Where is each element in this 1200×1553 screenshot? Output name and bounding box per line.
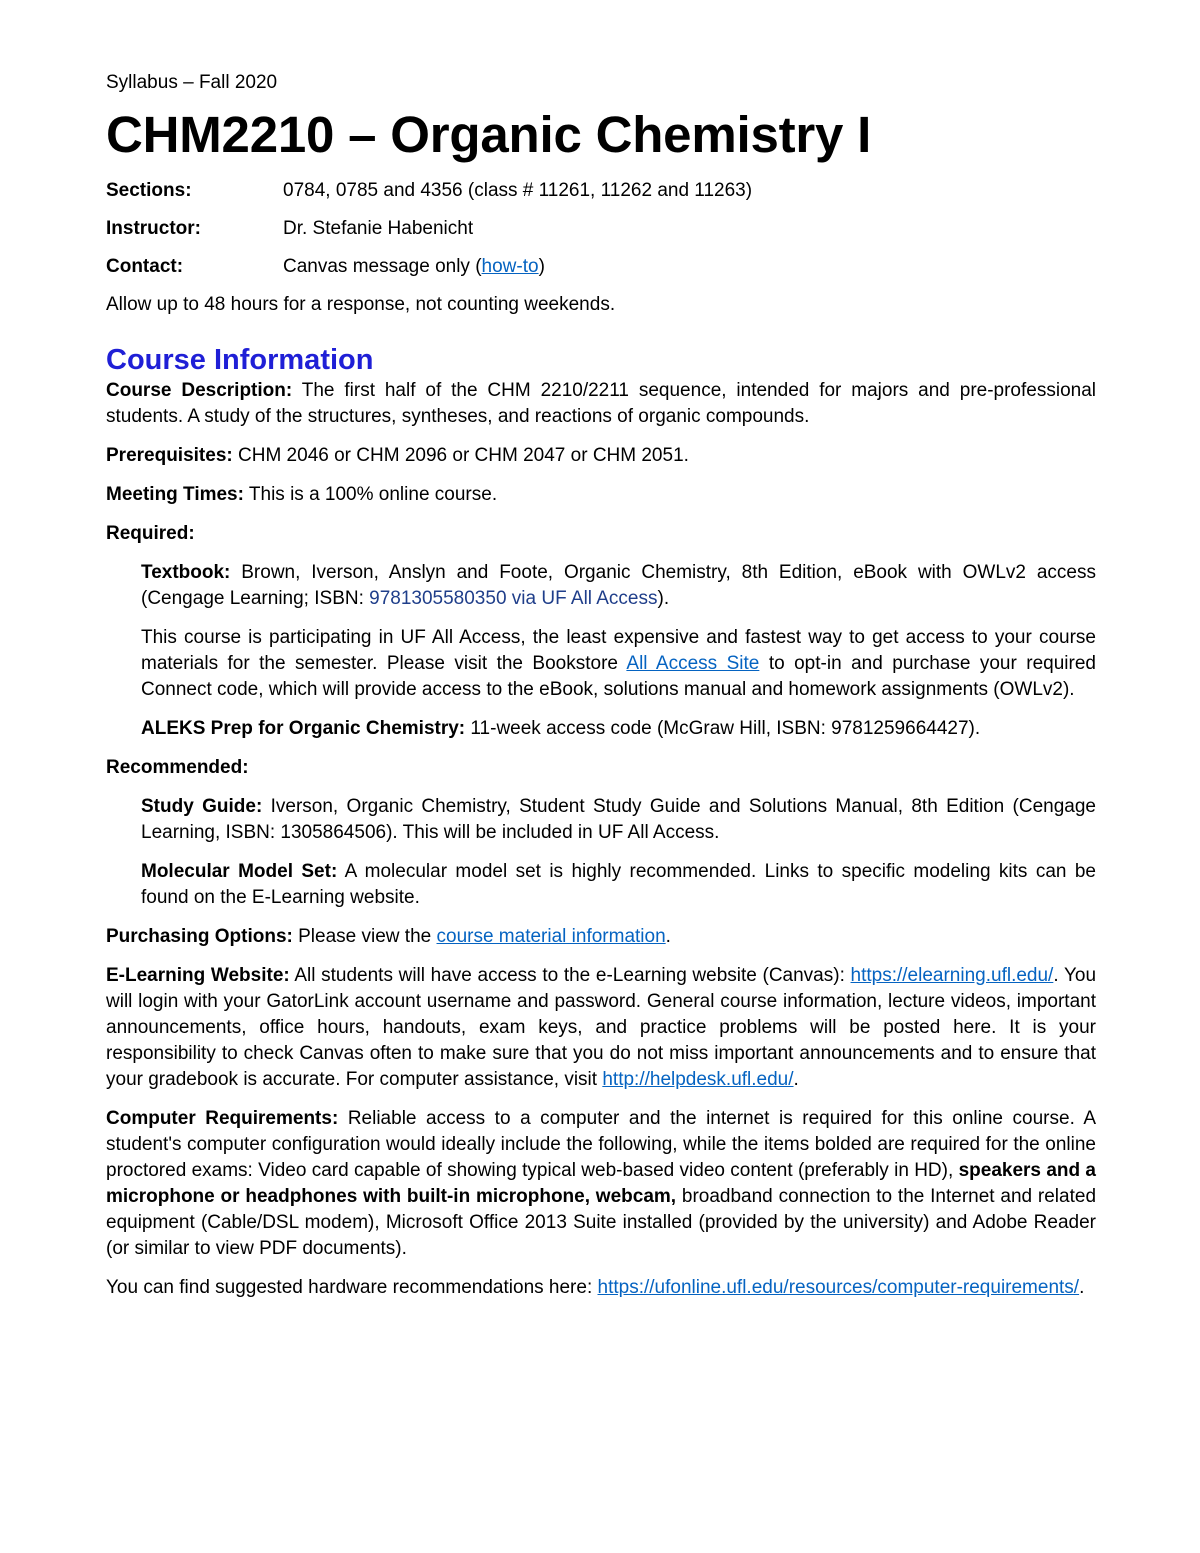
helpdesk-link[interactable]: http://helpdesk.ufl.edu/: [602, 1069, 794, 1090]
page-title: CHM2210 – Organic Chemistry I: [106, 106, 872, 163]
hardware-suffix: .: [1079, 1277, 1085, 1298]
hardware-link[interactable]: https://ufonline.ufl.edu/resources/computer-requirements/: [597, 1277, 1080, 1298]
aleks-label: ALEKS Prep for Organic Chemistry:: [141, 718, 466, 739]
contact-suffix: ): [538, 256, 545, 277]
contact-label: Contact:: [106, 256, 184, 277]
study-guide-text: Iverson, Organic Chemistry, Student Study Guide and Solutions Manual, 8th Edition (Cengage Learning, ISBN: 1305864506). This will be included in UF All Access.: [141, 796, 1096, 843]
recommended-label: Recommended:: [106, 757, 249, 778]
model-set-text: A molecular model set is highly recommended. Links to specific modeling kits can be found on the E-Learning website.: [141, 861, 1096, 908]
textbook-end: ).: [657, 588, 670, 609]
textbook-label: Textbook:: [141, 562, 231, 583]
purchasing-suffix: .: [665, 926, 671, 947]
recommended-heading: [106, 755, 1096, 781]
all-access-info: [141, 625, 1096, 703]
instructor-label: Instructor:: [106, 218, 201, 239]
hardware-recommendations: [106, 1275, 1096, 1301]
study-guide-label: Study Guide:: [141, 796, 263, 817]
sections-value: 0784, 0785 and 4356 (class # 11261, 11262 and 11263): [283, 180, 753, 201]
prerequisites-text: CHM 2046 or CHM 2096 or CHM 2047 or CHM 2051.: [232, 445, 689, 466]
course-description-text: The first half of the CHM 2210/2211 sequence, intended for majors and pre-professional students. A study of the structures, syntheses, and reactions of organic compounds.: [106, 380, 1096, 427]
purchasing-options: [106, 924, 1096, 950]
hardware-prefix: You can find suggested hardware recommendations here:: [106, 1277, 598, 1298]
prerequisites: [106, 443, 1096, 469]
sections-row: [106, 178, 1096, 204]
elearning-prefix: All students will have access to the e-Learning website (Canvas):: [289, 965, 851, 986]
contact-value: [283, 254, 545, 280]
textbook-isbn: 9781305580350 via UF All Access: [369, 588, 658, 609]
model-set-label: Molecular Model Set:: [141, 861, 338, 882]
meeting-times-label: Meeting Times:: [106, 484, 244, 505]
elearning-website: [106, 963, 1096, 1093]
computer-req-label: Computer Requirements:: [106, 1108, 339, 1129]
elearning-label: E-Learning Website:: [106, 965, 290, 986]
syllabus-term: Syllabus – Fall 2020: [106, 72, 278, 93]
instructor-value: Dr. Stefanie Habenicht: [283, 218, 474, 239]
course-material-link[interactable]: course material information: [436, 926, 666, 947]
elearning-end: .: [793, 1069, 799, 1090]
elearning-link[interactable]: https://elearning.ufl.edu/: [850, 965, 1054, 986]
course-description-label: Course Description:: [106, 380, 293, 401]
computer-req-suffix: broadband connection to the Internet and related equipment (Cable/DSL modem), Microsoft Office 2013 Suite installed (provided by the university) and Adobe Reader (or similar to view PDF documents).: [106, 1186, 1097, 1259]
aleks-prep: [141, 716, 1096, 742]
meeting-times-text: This is a 100% online course.: [243, 484, 498, 505]
syllabus-page: [106, 68, 1096, 1301]
meeting-times: [106, 482, 1096, 508]
purchasing-prefix: Please view the: [292, 926, 437, 947]
purchasing-label: Purchasing Options:: [106, 926, 293, 947]
prerequisites-label: Prerequisites:: [106, 445, 233, 466]
model-set: [141, 859, 1096, 911]
required-label: Required:: [106, 523, 195, 544]
response-note: Allow up to 48 hours for a response, not counting weekends.: [106, 294, 616, 315]
computer-req-prefix: Reliable access to a computer and the internet is required for this online course. A student's computer configuration would ideally include the following, while the items bolded are required for the online proctored exams: Video card capable of showing typical web-based video content (preferably in HD),: [106, 1108, 1097, 1181]
all-access-site-link[interactable]: All Access Site: [626, 653, 760, 674]
computer-req-bold: speakers and a microphone or headphones with built-in microphone, webcam,: [106, 1160, 1096, 1207]
study-guide: [141, 794, 1096, 846]
sections-label: Sections:: [106, 180, 192, 201]
course-description: [106, 378, 1096, 430]
instructor-row: [106, 216, 1096, 242]
textbook-text: Brown, Iverson, Anslyn and Foote, Organic Chemistry, 8th Edition, eBook with OWLv2 access (Cengage Learning; ISBN:: [141, 562, 1096, 609]
textbook: [141, 560, 1096, 612]
contact-prefix: Canvas message only (: [283, 256, 482, 277]
computer-requirements: [106, 1106, 1096, 1262]
all-access-prefix: This course is participating in UF All Access, the least expensive and fastest way to get access to your course materials for the semester. Please visit the Bookstore: [141, 627, 1096, 674]
course-info-heading: Course Information: [106, 344, 374, 376]
all-access-suffix: to opt-in and purchase your required Connect code, which will provide access to the eBook, solutions manual and homework assignments (OWLv2).: [141, 653, 1096, 700]
required-heading: [106, 521, 1096, 547]
contact-row: [106, 254, 1096, 280]
elearning-middle: . You will login with your GatorLink account username and password. General course information, lecture videos, important announcements, office hours, handouts, exam keys, and practice problems will be posted here. It is your responsibility to check Canvas often to make sure that you do not miss important announcements and to ensure that your gradebook is accurate. For computer assistance, visit: [106, 965, 1097, 1090]
how-to-link[interactable]: how-to: [481, 256, 539, 277]
aleks-text: 11-week access code (McGraw Hill, ISBN: 9781259664427).: [465, 718, 981, 739]
